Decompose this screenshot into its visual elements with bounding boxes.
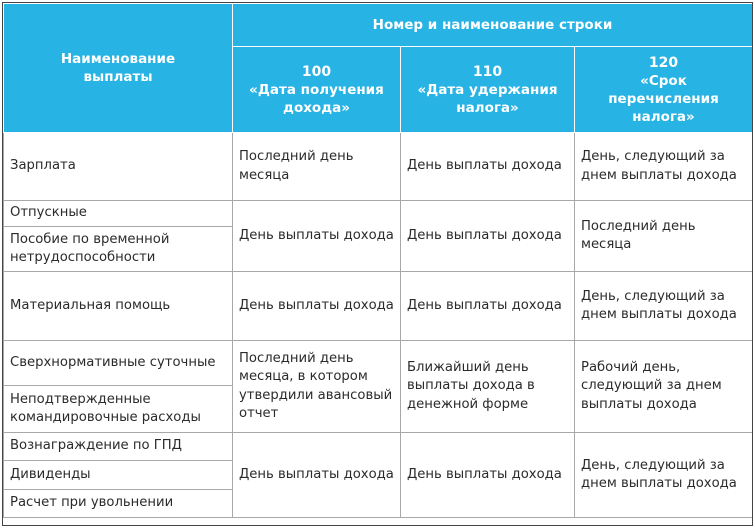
table-row [4,341,753,386]
header-payment-name: Наименование выплаты [4,4,233,133]
header-col-100-title: «Дата получения дохода» [249,81,384,116]
row-aid-c110: День выплаты дохода [401,272,575,341]
row-aid-name: Материальная помощь [4,272,233,341]
row-vacation-c120: Последний день месяца [575,201,753,272]
header-col-110 [401,47,575,133]
row-per-diem-name: Сверхнормативные суточные [4,341,233,386]
header-col-100 [233,47,401,133]
row-dismissal-name: Расчет при увольнении [4,490,233,518]
header-col-120-title: «Срок перечисления налога» [608,72,719,125]
row-vacation-name: Отпускные [4,201,233,227]
row-vacation-c100: День выплаты дохода [233,201,401,272]
table-row [4,133,753,201]
row-travel-c100: Последний день месяца, в котором утвердили авансовый отчет [233,341,401,433]
row-dividends-name: Дивиденды [4,461,233,490]
header-row-top [4,4,753,47]
row-salary-c110: День выплаты дохода [401,133,575,201]
header-line-group: Номер и наименование строки [233,4,753,47]
header-col-110-number: 110 [472,63,503,80]
row-gpd-c100: День выплаты дохода [233,433,401,518]
row-travel-expenses-name: Неподтвержденные командировочные расходы [4,386,233,433]
row-salary-c100: Последний день месяца [233,133,401,201]
row-salary-c120: День, следующий за днем выплаты дохода [575,133,753,201]
row-gpd-name: Вознаграждение по ГПД [4,433,233,461]
header-col-120-number: 120 [648,54,679,71]
row-travel-c110: Ближайший день выплаты дохода в денежной форме [401,341,575,433]
row-travel-c120: Рабочий день, следующий за днем выплаты дохода [575,341,753,433]
row-salary-name: Зарплата [4,133,233,201]
tax-dates-table [3,3,753,518]
table-row [4,272,753,341]
table-row [4,433,753,461]
row-gpd-c110: День выплаты дохода [401,433,575,518]
table-row [4,201,753,227]
header-col-110-title: «Дата удержания налога» [417,81,558,116]
tax-dates-table-frame [2,2,753,526]
row-vacation-c110: День выплаты дохода [401,201,575,272]
header-col-100-number: 100 [301,63,332,80]
row-gpd-c120: День, следующий за днем выплаты дохода [575,433,753,518]
header-col-120 [575,47,753,133]
row-sick-leave-name: Пособие по временной нетрудоспособности [4,227,233,272]
row-aid-c100: День выплаты дохода [233,272,401,341]
row-aid-c120: День, следующий за днем выплаты дохода [575,272,753,341]
